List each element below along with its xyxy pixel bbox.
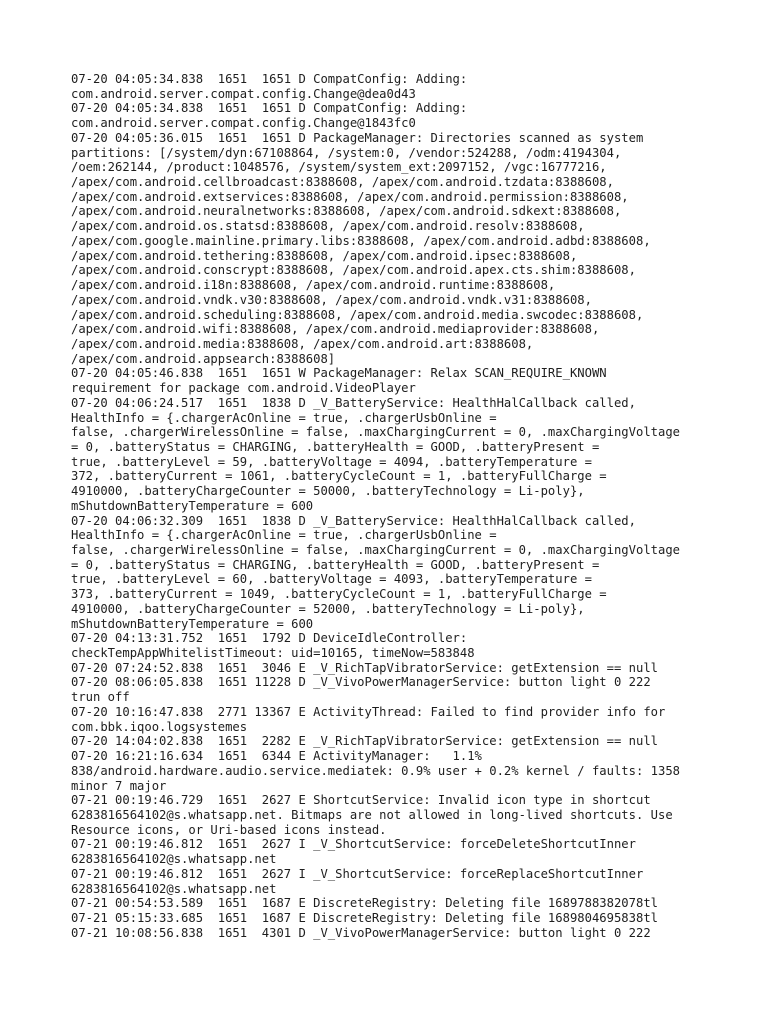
log-text-block bbox=[71, 72, 711, 940]
log-line: /apex/com.android.extservices:8388608, /apex/com.android.permission:8388608, bbox=[71, 189, 629, 204]
log-line: /oem:262144, /product:1048576, /system/system_ext:2097152, /vgc:16777216, bbox=[71, 160, 607, 175]
log-line: 07-20 14:04:02.838 1651 2282 E _V_RichTapVibratorService: getExtension == null bbox=[71, 734, 658, 749]
log-line: 372, .batteryCurrent = 1061, .batteryCycleCount = 1, .batteryFullCharge = bbox=[71, 469, 607, 484]
log-line: /apex/com.android.media:8388608, /apex/com.android.art:8388608, bbox=[71, 336, 534, 351]
log-line: trun off bbox=[71, 690, 130, 705]
log-line: HealthInfo = {.chargerAcOnline = true, .chargerUsbOnline = bbox=[71, 528, 497, 543]
log-line: = 0, .batteryStatus = CHARGING, .batteryHealth = GOOD, .batteryPresent = bbox=[71, 439, 600, 454]
log-line: /apex/com.android.scheduling:8388608, /apex/com.android.media.swcodec:8388608, bbox=[71, 307, 644, 322]
log-line: 07-20 04:05:34.838 1651 1651 D CompatConfig: Adding: bbox=[71, 72, 468, 86]
log-line: 07-20 08:06:05.838 1651 11228 D _V_VivoPowerManagerService: button light 0 222 bbox=[71, 675, 651, 690]
log-line: /apex/com.android.cellbroadcast:8388608, /apex/com.android.tzdata:8388608, bbox=[71, 175, 614, 190]
log-line: 07-20 04:06:24.517 1651 1838 D _V_BatteryService: HealthHalCallback called, bbox=[71, 395, 636, 410]
log-line: /apex/com.android.i18n:8388608, /apex/com.android.runtime:8388608, bbox=[71, 278, 556, 293]
log-line: 07-20 04:05:36.015 1651 1651 D PackageManager: Directories scanned as system bbox=[71, 130, 644, 145]
log-line: 6283816564102@s.whatsapp.net. Bitmaps are not allowed in long-lived shortcuts. Use bbox=[71, 807, 673, 822]
log-line: partitions: [/system/dyn:67108864, /system:0, /vendor:524288, /odm:4194304, bbox=[71, 145, 622, 160]
log-line: 4910000, .batteryChargeCounter = 52000, .batteryTechnology = Li-poly}, bbox=[71, 601, 585, 616]
log-line: requirement for package com.android.VideoPlayer bbox=[71, 381, 416, 396]
log-line: 07-20 04:05:34.838 1651 1651 D CompatConfig: Adding: bbox=[71, 101, 468, 116]
log-line: = 0, .batteryStatus = CHARGING, .batteryHealth = GOOD, .batteryPresent = bbox=[71, 557, 600, 572]
log-line: /apex/com.android.appsearch:8388608] bbox=[71, 351, 336, 366]
log-line: 07-20 07:24:52.838 1651 3046 E _V_RichTapVibratorService: getExtension == null bbox=[71, 660, 658, 675]
log-line: HealthInfo = {.chargerAcOnline = true, .chargerUsbOnline = bbox=[71, 410, 497, 425]
log-line: /apex/com.google.mainline.primary.libs:8388608, /apex/com.android.adbd:8388608, bbox=[71, 233, 651, 248]
log-line: checkTempAppWhitelistTimeout: uid=10165, timeNow=583848 bbox=[71, 646, 475, 661]
log-line: 07-21 00:19:46.729 1651 2627 E ShortcutService: Invalid icon type in shortcut bbox=[71, 793, 651, 808]
log-line: 07-20 04:05:46.838 1651 1651 W PackageManager: Relax SCAN_REQUIRE_KNOWN bbox=[71, 366, 607, 381]
log-line: false, .chargerWirelessOnline = false, .maxChargingCurrent = 0, .maxChargingVoltage bbox=[71, 425, 681, 440]
log-line: true, .batteryLevel = 59, .batteryVoltage = 4094, .batteryTemperature = bbox=[71, 454, 592, 469]
log-line: com.bbk.iqoo.logsystemes bbox=[71, 719, 248, 734]
log-line: 07-21 00:54:53.589 1651 1687 E DiscreteRegistry: Deleting file 1689788382078tl bbox=[71, 896, 658, 911]
log-line: 07-20 04:13:31.752 1651 1792 D DeviceIdleController: bbox=[71, 631, 468, 646]
log-line: 07-20 04:06:32.309 1651 1838 D _V_BatteryService: HealthHalCallback called, bbox=[71, 513, 636, 528]
log-line: mShutdownBatteryTemperature = 600 bbox=[71, 498, 314, 513]
log-line: /apex/com.android.wifi:8388608, /apex/com.android.mediaprovider:8388608, bbox=[71, 322, 600, 337]
log-line: com.android.server.compat.config.Change@1843fc0 bbox=[71, 116, 416, 131]
log-line: 838/android.hardware.audio.service.mediatek: 0.9% user + 0.2% kernel / faults: 1358 bbox=[71, 763, 681, 778]
log-line: 6283816564102@s.whatsapp.net bbox=[71, 881, 277, 896]
log-line: 6283816564102@s.whatsapp.net bbox=[71, 852, 277, 867]
log-line: mShutdownBatteryTemperature = 600 bbox=[71, 616, 314, 631]
log-line: /apex/com.android.neuralnetworks:8388608, /apex/com.android.sdkext:8388608, bbox=[71, 204, 622, 219]
log-line: false, .chargerWirelessOnline = false, .maxChargingCurrent = 0, .maxChargingVoltage bbox=[71, 543, 681, 557]
log-line: 07-21 00:19:46.812 1651 2627 I _V_ShortcutService: forceDeleteShortcutInner bbox=[71, 837, 636, 852]
log-line: /apex/com.android.tethering:8388608, /apex/com.android.ipsec:8388608, bbox=[71, 248, 578, 263]
log-line: 07-21 10:08:56.838 1651 4301 D _V_VivoPowerManagerService: button light 0 222 bbox=[71, 925, 651, 940]
log-line: 07-21 05:15:33.685 1651 1687 E DiscreteRegistry: Deleting file 1689804695838tl bbox=[71, 910, 658, 925]
log-line: 4910000, .batteryChargeCounter = 50000, .batteryTechnology = Li-poly}, bbox=[71, 484, 585, 499]
log-line: 07-20 10:16:47.838 2771 13367 E ActivityThread: Failed to find provider info for bbox=[71, 704, 666, 719]
log-line: true, .batteryLevel = 60, .batteryVoltage = 4093, .batteryTemperature = bbox=[71, 572, 592, 587]
log-line: 07-20 16:21:16.634 1651 6344 E ActivityManager: 1.1% bbox=[71, 749, 482, 764]
log-line: 07-21 00:19:46.812 1651 2627 I _V_ShortcutService: forceReplaceShortcutInner bbox=[71, 866, 644, 881]
log-line: /apex/com.android.conscrypt:8388608, /apex/com.android.apex.cts.shim:8388608, bbox=[71, 263, 636, 278]
log-line: /apex/com.android.vndk.v30:8388608, /apex/com.android.vndk.v31:8388608, bbox=[71, 292, 592, 307]
log-line: 373, .batteryCurrent = 1049, .batteryCycleCount = 1, .batteryFullCharge = bbox=[71, 587, 607, 602]
log-line: Resource icons, or Uri-based icons instead. bbox=[71, 822, 387, 837]
log-line: com.android.server.compat.config.Change@dea0d43 bbox=[71, 86, 416, 101]
log-line: /apex/com.android.os.statsd:8388608, /apex/com.android.resolv:8388608, bbox=[71, 219, 585, 234]
log-line: minor 7 major bbox=[71, 778, 167, 793]
